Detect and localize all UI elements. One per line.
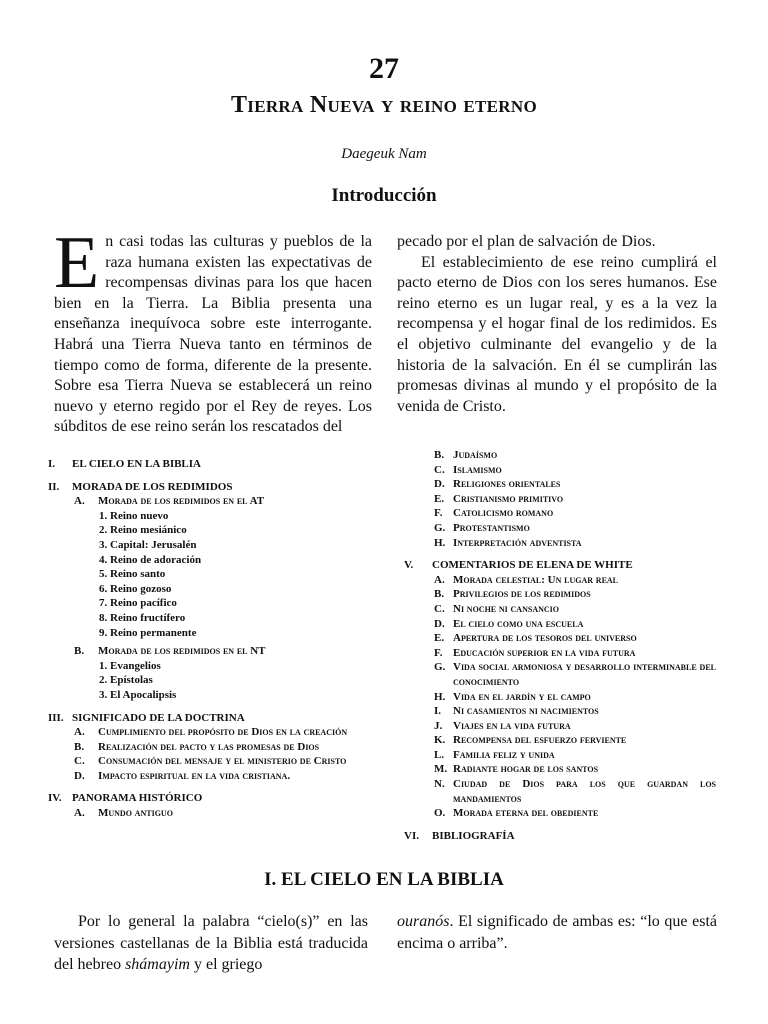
outline-item — [434, 777, 716, 806]
outline-item — [434, 719, 716, 734]
outline-section-5 — [404, 558, 716, 573]
chapter-number: 27 — [369, 52, 399, 85]
intro-paragraph-1 — [54, 222, 372, 438]
outline-letter: E. — [434, 632, 445, 645]
outline-letter: J. — [434, 719, 443, 732]
intro-column-right — [397, 232, 717, 417]
outline-letter: D. — [74, 769, 85, 782]
outline-label: El cielo como una escuela — [453, 617, 584, 630]
outline-subitem: 7. Reino pacífico — [99, 597, 177, 610]
outline-letter: B. — [434, 449, 445, 461]
outline-label: Interpretación adventista — [453, 536, 582, 549]
outline-right-column — [404, 448, 716, 843]
outline-letter: I. — [434, 705, 442, 718]
intro-column-left — [54, 222, 372, 438]
outline-item-4a — [48, 806, 368, 821]
outline-subitem: 1. Evangelios — [99, 659, 161, 672]
author-name: Daegeuk Nam — [341, 146, 427, 162]
outline-letter: E. — [434, 492, 445, 505]
outline-subitem: 3. Capital: Jerusalén — [99, 538, 197, 551]
outline-numeral: III. — [48, 711, 64, 724]
outline-sublist-2a — [48, 509, 368, 640]
outline-label: Realización del pacto y las promesas de Dios — [98, 740, 320, 753]
outline-label: Apertura de los tesoros del universo — [453, 632, 637, 645]
outline-item — [434, 463, 716, 478]
outline-subitem: 1. Reino nuevo — [99, 509, 169, 522]
outline-item-3a — [48, 725, 368, 740]
outline-subitem: 2. Epístolas — [99, 674, 153, 687]
outline-label: Ciudad de Dios para los que guardan los mandamientos — [453, 778, 716, 805]
outline-item — [434, 762, 716, 777]
outline-numeral: II. — [48, 480, 60, 493]
outline-label: EL CIELO EN LA BIBLIA — [72, 458, 201, 470]
outline-label: Islamismo — [453, 463, 502, 476]
outline-numeral: I. — [48, 458, 56, 470]
outline-item-3c — [48, 754, 368, 769]
outline-item — [434, 506, 716, 521]
outline-subitem: 8. Reino fructífero — [99, 611, 186, 624]
outline-sublist-2b — [48, 659, 368, 703]
outline-label: Radiante hogar de los santos — [453, 763, 599, 776]
outline-label: Morada de los redimidos en el NT — [98, 645, 266, 658]
outline-item — [434, 631, 716, 646]
outline-section-4-continued — [404, 448, 716, 550]
outline-letter: H. — [434, 690, 446, 703]
outline-label: COMENTARIOS DE ELENA DE WHITE — [432, 559, 633, 572]
section-1-heading: I. EL CIELO EN LA BIBLIA — [264, 869, 504, 890]
outline-label: Morada eterna del obediente — [453, 807, 599, 820]
outline-subitem: 4. Reino de adoración — [99, 553, 202, 566]
outline-letter: B. — [434, 588, 445, 601]
outline-letter: D. — [434, 617, 445, 630]
section-1-text: Por lo general la palabra “cielo(s)” en las versiones castellanas de la Biblia está traducida del hebreo — [54, 913, 368, 973]
outline-label: Ni casamientos ni nacimientos — [453, 705, 599, 718]
outline-label: Morada celestial: Un lugar real — [453, 573, 619, 586]
intro-paragraph-1-continued: pecado por el plan de salvación de Dios. — [397, 233, 656, 250]
outline-label: Vida en el jardín y el campo — [453, 690, 591, 703]
outline-subitem: 9. Reino permanente — [99, 626, 197, 639]
outline-item — [434, 492, 716, 507]
outline-label: Religiones orientales — [453, 478, 561, 491]
outline-item — [434, 521, 716, 536]
outline-letter: A. — [74, 495, 85, 508]
outline-letter: B. — [74, 740, 85, 753]
outline-letter: F. — [434, 507, 443, 520]
section-1-text: y el griego — [189, 956, 263, 973]
outline-label: BIBLIOGRAFÍA — [432, 829, 515, 842]
outline-letter: G. — [434, 661, 446, 674]
outline-letter: K. — [434, 734, 446, 747]
outline-section-4 — [48, 791, 368, 806]
outline-label: PANORAMA HISTÓRICO — [72, 792, 203, 805]
outline-label: Cristianismo primitivo — [453, 492, 564, 505]
outline-item — [434, 477, 716, 492]
outline-label: SIGNIFICADO DE LA DOCTRINA — [72, 711, 245, 724]
outline-letter: A. — [434, 573, 445, 586]
outline-item — [434, 748, 716, 763]
outline-item-3d — [48, 769, 368, 784]
outline-letter: C. — [74, 755, 85, 768]
outline-section-5-items — [404, 573, 716, 821]
outline-label: Ni noche ni cansancio — [453, 602, 559, 615]
drop-cap: E — [54, 222, 100, 304]
outline-subitem: 3. El Apocalipsis — [99, 688, 177, 701]
outline-label: Cumplimiento del propósito de Dios en la creación — [98, 726, 348, 739]
outline-numeral: IV. — [48, 792, 62, 805]
introduction-heading: Introducción — [331, 185, 437, 206]
outline-label: Judaísmo — [453, 449, 498, 461]
hebrew-term: shámayim — [125, 956, 190, 973]
outline-letter: N. — [434, 778, 445, 791]
outline-item — [434, 704, 716, 719]
outline-item — [434, 660, 716, 689]
outline-item — [434, 617, 716, 632]
greek-term: ouranós — [397, 913, 450, 930]
outline-subitem: 2. Reino mesiánico — [99, 524, 187, 537]
outline-label: Mundo antiguo — [98, 807, 173, 820]
outline-item — [434, 448, 716, 463]
outline-label: Protestantismo — [453, 521, 530, 534]
outline-item — [434, 646, 716, 661]
section-1-text: . El significado de ambas es: “lo que está encima o arriba”. — [397, 913, 717, 952]
outline-label: Vida social armoniosa y desarrollo interminable del conocimiento — [453, 661, 716, 688]
outline-section-1 — [48, 457, 368, 472]
outline-label: Impacto espiritual en la vida cristiana. — [98, 769, 291, 782]
outline-section-3 — [48, 711, 368, 726]
intro-paragraph-2: El establecimiento de ese reino cumplirá el pacto eterno de Dios con los seres humanos. Ese reino eterno es un lugar real, y es a la vez la recompensa y el hogar final de los redimidos. Es el objetivo culminante del evangelio y de la historia de la salvación. En él se cumplirán las promesas divinas al mundo y el propósito de la venida de Cristo. — [397, 253, 717, 415]
outline-item — [434, 690, 716, 705]
outline-left-column — [48, 457, 368, 852]
outline-section-6 — [404, 829, 716, 844]
section-1-paragraph — [54, 911, 368, 976]
outline-letter: O. — [434, 807, 446, 820]
outline-label: Educación superior en la vida futura — [453, 646, 636, 659]
outline-label: Consumación del mensaje y el ministerio de Cristo — [98, 755, 347, 768]
outline-item — [434, 587, 716, 602]
outline-letter: A. — [74, 726, 85, 739]
outline-letter: L. — [434, 748, 445, 761]
outline-letter: H. — [434, 536, 446, 549]
outline-numeral: V. — [404, 559, 414, 572]
outline-item — [434, 806, 716, 821]
chapter-title: Tierra Nueva y reino eterno — [230, 92, 537, 118]
outline-letter: M. — [434, 763, 448, 776]
outline-item — [434, 733, 716, 748]
outline-item — [434, 573, 716, 588]
outline-item — [434, 602, 716, 617]
outline-label: Morada de los redimidos en el AT — [98, 495, 265, 508]
outline-letter: G. — [434, 521, 446, 534]
outline-label: Recompensa del esfuerzo ferviente — [453, 734, 627, 747]
outline-letter: B. — [74, 645, 85, 658]
outline-section-2 — [48, 480, 368, 495]
outline-letter: A. — [74, 807, 85, 820]
outline-label: Privilegios de los redimidos — [453, 588, 591, 601]
outline-label: Catolicismo romano — [453, 507, 554, 520]
outline-letter: C. — [434, 463, 445, 476]
outline-item-2b — [48, 644, 368, 659]
section-1-paragraph-continued — [397, 911, 717, 954]
outline-subitem: 5. Reino santo — [99, 568, 166, 581]
section-1-column-left — [54, 911, 368, 976]
outline-subitem: 6. Reino gozoso — [99, 582, 172, 595]
outline-letter: F. — [434, 646, 443, 659]
intro-paragraph-1-text: n casi todas las culturas y pueblos de la raza humana existen las expectativas de recompensas divinas para los que hacen bien en la Tierra. La Biblia presenta una enseñanza inequívoca sobre este interrogante. Habrá una Tierra Nueva tanto en términos de tiempo como de forma, diferente de la presente. Sobre esa Tierra Nueva se establecerá un reino nuevo y eterno regido por el Rey de reyes. Los súbditos de ese reino serán los rescatados del — [54, 233, 372, 436]
outline-item-3b — [48, 740, 368, 755]
outline-label: Viajes en la vida futura — [453, 719, 571, 732]
outline-letter: C. — [434, 602, 445, 615]
outline-letter: D. — [434, 478, 445, 491]
outline-numeral: VI. — [404, 829, 419, 842]
outline-item — [434, 536, 716, 551]
outline-label: MORADA DE LOS REDIMIDOS — [72, 480, 233, 493]
outline-item-2a — [48, 494, 368, 509]
outline-label: Familia feliz y unida — [453, 748, 555, 761]
section-1-column-right — [397, 911, 717, 954]
